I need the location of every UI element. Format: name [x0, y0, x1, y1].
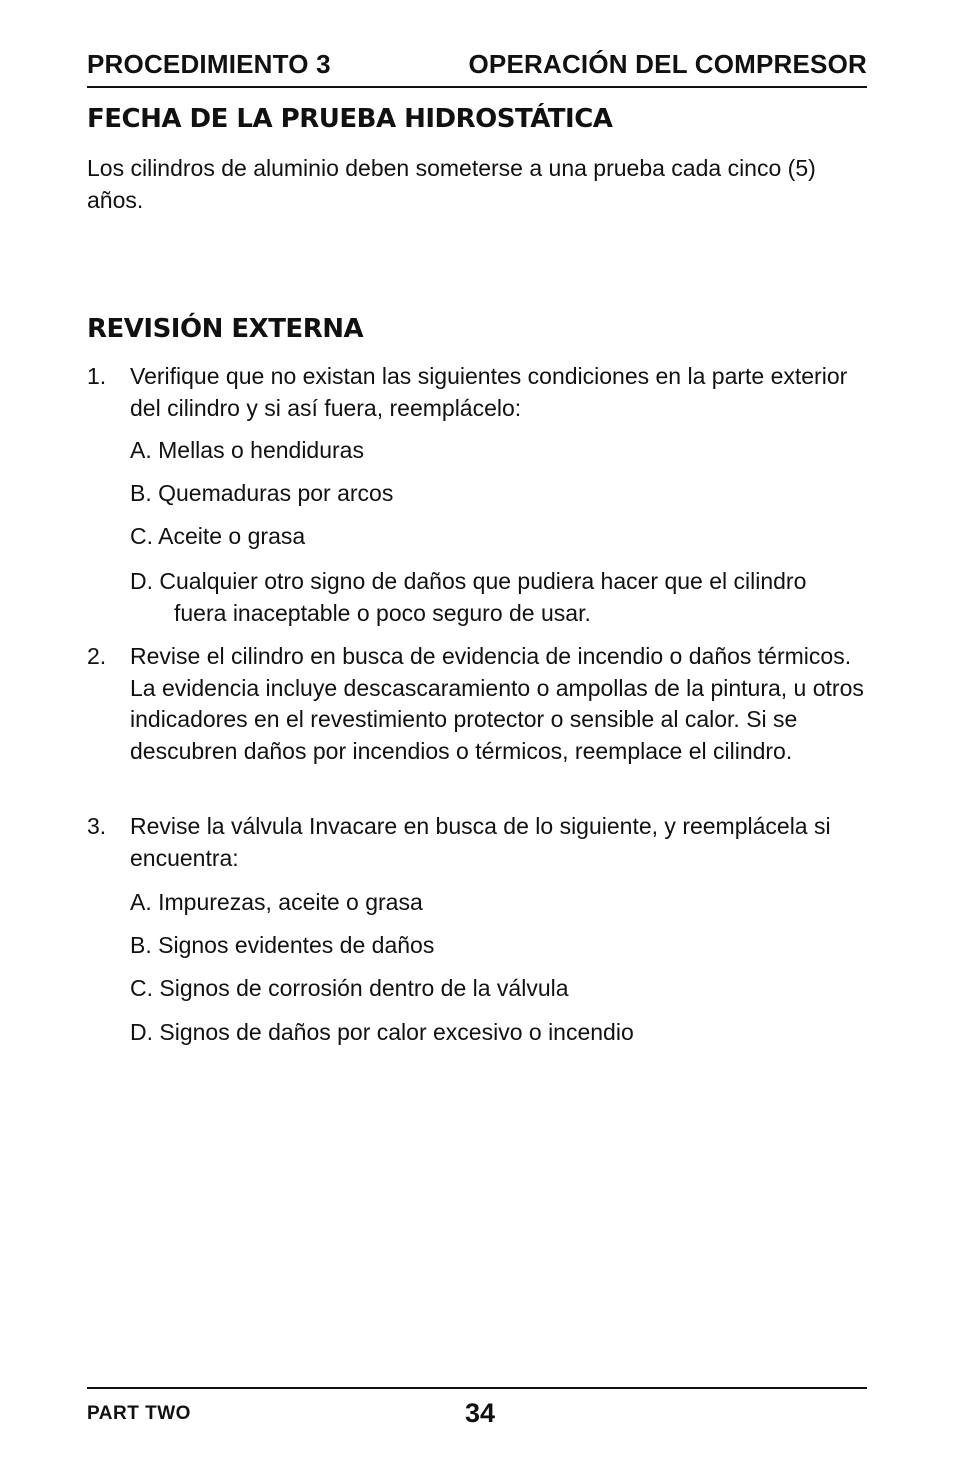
list-item-text: Verifique que no existan las siguientes condiciones en la parte exterior del cilindro y si así fuera, reemplácelo: [130, 363, 848, 421]
sub-item: C. Signos de corrosión dentro de la válvula [130, 975, 569, 1001]
procedure-label: PROCEDIMIENTO 3 [87, 49, 331, 79]
sub-item: A. Impurezas, aceite o grasa [130, 889, 423, 915]
footer-divider [87, 1387, 867, 1389]
list-item-number: 2. [87, 643, 107, 669]
list-item-number: 3. [87, 813, 107, 839]
footer-part-label: PART TWO [87, 1403, 191, 1424]
section-label: OPERACIÓN DEL COMPRESOR [468, 49, 867, 79]
sub-item: C. Aceite o grasa [130, 523, 306, 549]
hydro-test-heading: FECHA DE LA PRUEBA HIDROSTÁTICA [87, 104, 613, 134]
list-item-text: Revise la válvula Invacare en busca de lo siguiente, y reemplácela si encuentra: [130, 813, 831, 871]
sub-item: D. Signos de daños por calor excesivo o incendio [130, 1019, 634, 1045]
sub-item: A. Mellas o hendiduras [130, 437, 364, 463]
hydro-test-text: Los cilindros de aluminio deben someterse a una prueba cada cinco (5) años. [87, 155, 816, 213]
external-review-heading: REVISIÓN EXTERNA [87, 314, 364, 344]
page-number: 34 [465, 1398, 496, 1428]
page-header [87, 50, 867, 88]
sub-item: B. Signos evidentes de daños [130, 932, 435, 958]
sub-item: B. Quemaduras por arcos [130, 480, 394, 506]
list-item-number: 1. [87, 363, 107, 389]
document-page [87, 0, 867, 1475]
list-item-text: Revise el cilindro en busca de evidencia de incendio o daños térmicos. La evidencia incluye descascaramiento o ampollas de la pintura, u otros indicadores en el revestimiento protector o sensible al calor. Si se descubren daños por incendios o térmicos, reemplace el cilindro. [130, 643, 864, 764]
sub-item: D. Cualquier otro signo de daños que pudiera hacer que el cilindro fuera inaceptable o poco seguro de usar. [130, 568, 807, 626]
